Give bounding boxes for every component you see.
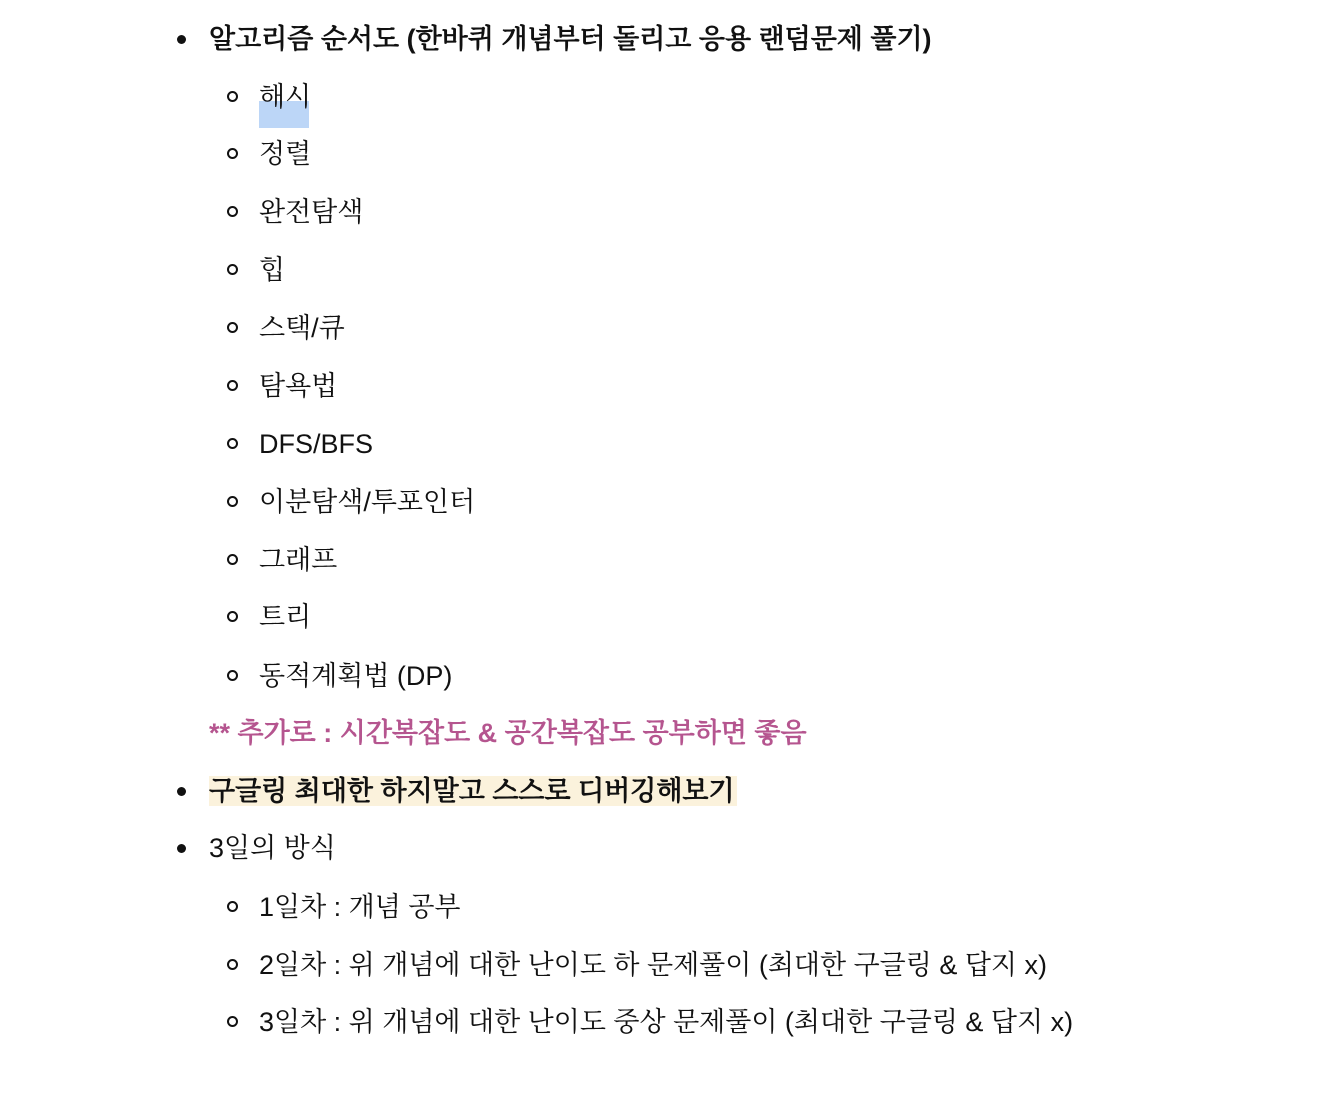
bullet-disc-icon: [177, 35, 186, 44]
bullet-circle-icon: [227, 901, 238, 912]
bullet-circle-icon: [227, 959, 238, 970]
list-item[interactable]: [0, 657, 1300, 697]
list-item[interactable]: [0, 425, 1300, 465]
list-item[interactable]: [0, 78, 1300, 118]
algo-item-text: 탐욕법: [259, 371, 338, 401]
three-day-item-text: 2일차 : 위 개념에 대한 난이도 하 문제풀이 (최대한 구글링 & 답지 x): [259, 950, 1047, 980]
complexity-note-text: ** 추가로 : 시간복잡도 & 공간복잡도 공부하면 좋음: [209, 718, 807, 748]
three-day-item-text: 3일차 : 위 개념에 대한 난이도 중상 문제풀이 (최대한 구글링 & 답지 x): [259, 1007, 1074, 1037]
google-heading-text: 구글링 최대한 하지말고 스스로 디버깅해보기: [209, 776, 735, 806]
bullet-circle-icon: [227, 380, 238, 391]
algo-item-text: 스택/큐: [259, 313, 345, 343]
list-item[interactable]: [0, 598, 1300, 638]
list-item[interactable]: [0, 251, 1300, 291]
list-item[interactable]: [0, 193, 1300, 233]
bullet-circle-icon: [227, 91, 238, 102]
algo-item-text: DFS/BFS: [259, 429, 374, 459]
list-item-algo-heading[interactable]: [0, 20, 1300, 60]
list-item[interactable]: [0, 367, 1300, 407]
bullet-disc-icon: [177, 844, 186, 853]
algo-item-text: 동적계획법 (DP): [259, 661, 453, 691]
list-item[interactable]: [0, 946, 1300, 986]
bullet-disc-icon: [177, 787, 186, 796]
algo-item-text: 완전탐색: [259, 197, 364, 227]
list-item-google-heading[interactable]: [0, 772, 1300, 812]
algo-item-text: 그래프: [259, 545, 338, 575]
bullet-circle-icon: [227, 554, 238, 565]
bullet-circle-icon: [227, 264, 238, 275]
bullet-circle-icon: [227, 206, 238, 217]
list-item[interactable]: [0, 541, 1300, 581]
list-item[interactable]: [0, 135, 1300, 175]
algo-item-text: 이분탐색/투포인터: [259, 487, 476, 517]
list-item-three-day-heading[interactable]: [0, 829, 1300, 869]
list-item[interactable]: [0, 1003, 1300, 1043]
bullet-circle-icon: [227, 670, 238, 681]
algo-item-text: 해시: [259, 82, 312, 112]
three-day-heading-text: 3일의 방식: [209, 833, 336, 863]
algo-heading-text: 알고리즘 순서도 (한바퀴 개념부터 돌리고 응용 랜덤문제 풀기): [209, 24, 932, 54]
bullet-circle-icon: [227, 496, 238, 507]
algo-item-text: 정렬: [259, 139, 312, 169]
list-item[interactable]: [0, 888, 1300, 928]
algo-item-text: 힙: [259, 255, 286, 285]
list-item[interactable]: [0, 483, 1300, 523]
note-paragraph[interactable]: [0, 714, 1300, 754]
bullet-circle-icon: [227, 1016, 238, 1027]
list-item[interactable]: [0, 309, 1300, 349]
bullet-circle-icon: [227, 148, 238, 159]
bullet-circle-icon: [227, 611, 238, 622]
google-heading-wrapper: [209, 772, 737, 810]
algo-item-text: 트리: [259, 602, 312, 632]
three-day-item-text: 1일차 : 개념 공부: [259, 892, 461, 922]
bullet-circle-icon: [227, 438, 238, 449]
bullet-circle-icon: [227, 322, 238, 333]
